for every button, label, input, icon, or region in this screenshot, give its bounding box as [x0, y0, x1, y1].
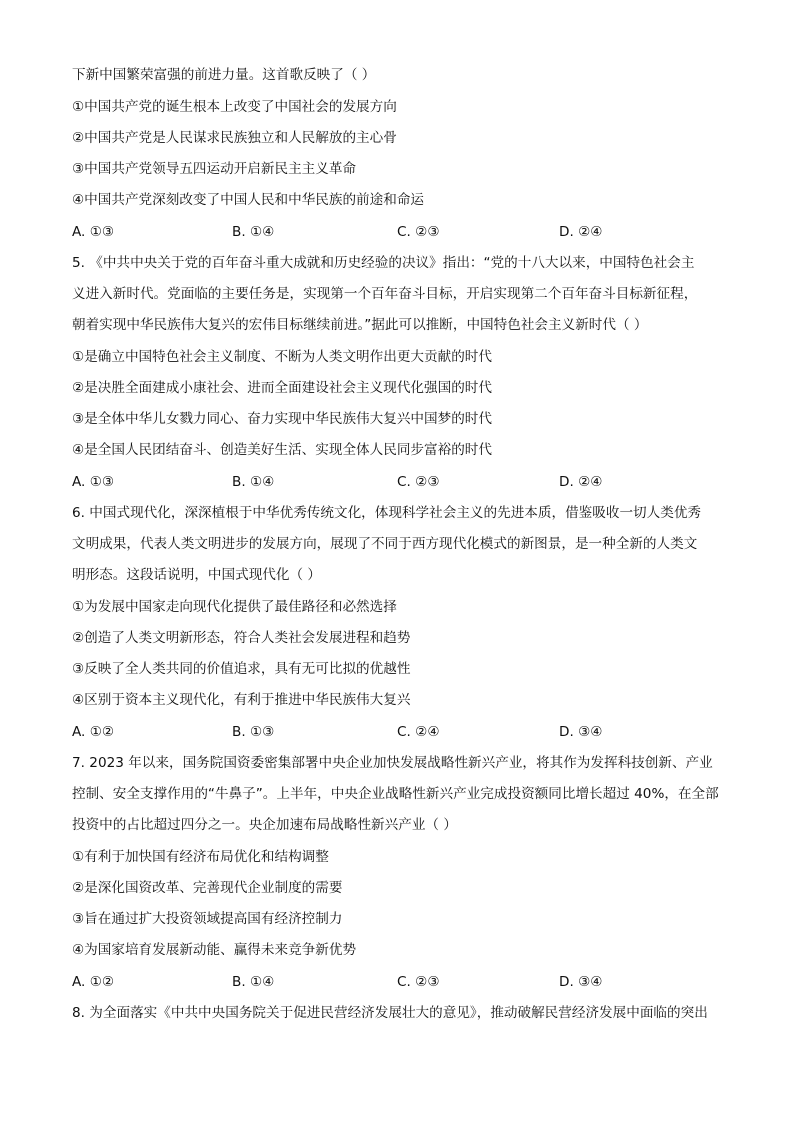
q7-stem-line-3: 投资中的占比超过四分之一。央企加速布局战略性新兴产业（ ） — [72, 817, 457, 833]
q5-stem-line-1: 5. 《中共中央关于党的百年奋斗重大成就和历史经验的决议》指出：“党的十八大以来，中国特色社会主 — [72, 255, 695, 271]
q7-statement-2: ②是深化国资改革、完善现代企业制度的需要 — [72, 880, 343, 896]
q7-stem-line-2: 控制、安全支撑作用的“牛鼻子”。上半年，中央企业战略性新兴产业完成投资额同比增长超过 40%，在全部 — [72, 786, 719, 802]
q7-statement-4: ④为国家培育发展新动能、赢得未来竞争新优势 — [72, 942, 357, 958]
q4-option-b[interactable]: B. ①④ — [232, 224, 275, 240]
q6-statement-1: ①为发展中国家走向现代化提供了最佳路径和必然选择 — [72, 599, 397, 615]
q5-option-b[interactable]: B. ①④ — [232, 474, 275, 490]
q7-option-c[interactable]: C. ②③ — [397, 974, 440, 990]
q4-stem-tail: 下新中国繁荣富强的前进力量。这首歌反映了（ ） — [72, 67, 376, 83]
q5-statement-1: ①是确立中国特色社会主义制度、不断为人类文明作出更大贡献的时代 — [72, 349, 492, 365]
q4-statement-1: ①中国共产党的诞生根本上改变了中国社会的发展方向 — [72, 99, 397, 115]
q6-option-c[interactable]: C. ②④ — [397, 724, 440, 740]
q6-option-a[interactable]: A. ①② — [72, 724, 115, 740]
q5-option-d[interactable]: D. ②④ — [559, 474, 603, 490]
q7-options — [72, 972, 724, 992]
q5-stem-line-3: 朝着实现中华民族伟大复兴的宏伟目标继续前进。”据此可以推断，中国特色社会主义新时代（ ） — [72, 317, 648, 333]
q5-option-c[interactable]: C. ②③ — [397, 474, 440, 490]
q6-statement-2: ②创造了人类文明新形态，符合人类社会发展进程和趋势 — [72, 630, 411, 646]
q6-option-b[interactable]: B. ①③ — [232, 724, 275, 740]
q5-options — [72, 472, 724, 492]
q7-statement-1: ①有利于加快国有经济布局优化和结构调整 — [72, 849, 329, 865]
q5-option-a[interactable]: A. ①③ — [72, 474, 115, 490]
q6-stem-line-1: 6. 中国式现代化，深深植根于中华优秀传统文化，体现科学社会主义的先进本质，借鉴吸收一切人类优秀 — [72, 505, 702, 521]
q5-statement-2: ②是决胜全面建成小康社会、进而全面建设社会主义现代化强国的时代 — [72, 380, 492, 396]
q7-statement-3: ③旨在通过扩大投资领域提高国有经济控制力 — [72, 911, 343, 927]
q6-statement-3: ③反映了全人类共同的价值追求，具有无可比拟的优越性 — [72, 661, 411, 677]
q7-option-d[interactable]: D. ③④ — [559, 974, 603, 990]
q7-stem-line-1: 7. 2023 年以来，国务院国资委密集部署中央企业加快发展战略性新兴产业，将其作为发挥科技创新、产业 — [72, 755, 713, 771]
q4-option-a[interactable]: A. ①③ — [72, 224, 115, 240]
q4-statement-2: ②中国共产党是人民谋求民族独立和人民解放的主心骨 — [72, 130, 397, 146]
q7-option-a[interactable]: A. ①② — [72, 974, 115, 990]
q6-stem-line-3: 明形态。这段话说明，中国式现代化（ ） — [72, 567, 322, 583]
q4-statement-4: ④中国共产党深刻改变了中国人民和中华民族的前途和命运 — [72, 192, 425, 208]
q5-statement-4: ④是全国人民团结奋斗、创造美好生活、实现全体人民同步富裕的时代 — [72, 442, 492, 458]
q6-statement-4: ④区别于资本主义现代化，有利于推进中华民族伟大复兴 — [72, 692, 411, 708]
q7-option-b[interactable]: B. ①④ — [232, 974, 275, 990]
q4-option-c[interactable]: C. ②③ — [397, 224, 440, 240]
q6-option-d[interactable]: D. ③④ — [559, 724, 603, 740]
q8-stem-line-1: 8. 为全面落实《中共中央国务院关于促进民营经济发展壮大的意见》，推动破解民营经济发展中面临的突出 — [72, 1005, 708, 1021]
q6-options — [72, 722, 724, 742]
q5-statement-3: ③是全体中华儿女戮力同心、奋力实现中华民族伟大复兴中国梦的时代 — [72, 411, 492, 427]
q6-stem-line-2: 文明成果，代表人类文明进步的发展方向，展现了不同于西方现代化模式的新图景，是一种全新的人类文 — [72, 536, 698, 552]
q4-statement-3: ③中国共产党领导五四运动开启新民主主义革命 — [72, 161, 357, 177]
q5-stem-line-2: 义进入新时代。党面临的主要任务是，实现第一个百年奋斗目标，开启实现第二个百年奋斗目标新征程， — [72, 286, 698, 302]
q4-options — [72, 222, 724, 242]
q4-option-d[interactable]: D. ②④ — [559, 224, 603, 240]
